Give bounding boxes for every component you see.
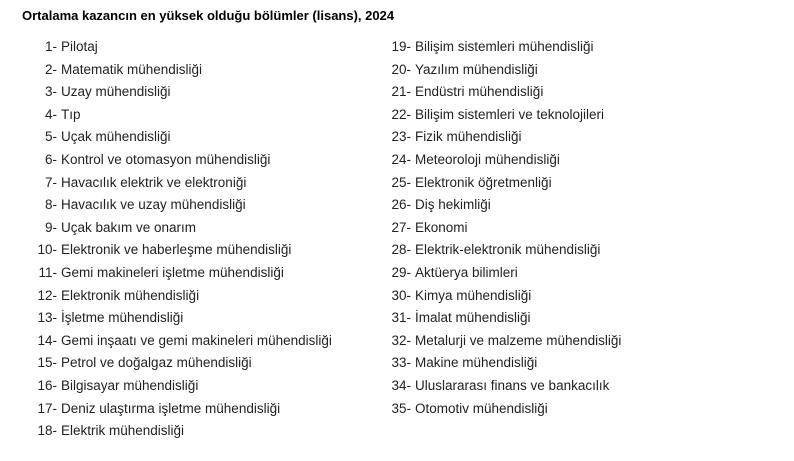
list-item	[384, 285, 621, 308]
list-item-number: 32-	[391, 332, 411, 348]
list-item-label: Gemi inşaatı ve gemi makineleri mühendisliği	[61, 332, 332, 348]
list-item-number: 30-	[391, 287, 411, 303]
list-item-label: Endüstri mühendisliği	[415, 84, 544, 100]
list-item-label: Uluslararası finans ve bankacılık	[415, 377, 610, 393]
list-item-label: Elektrik mühendisliği	[61, 423, 185, 439]
list-item-number: 6-	[44, 151, 57, 167]
list-item-number: 15-	[37, 355, 57, 371]
list-item	[384, 398, 621, 421]
list-item-number: 35-	[391, 400, 411, 416]
list-item	[30, 217, 332, 240]
list-item-label: Meteoroloji mühendisliği	[415, 151, 560, 167]
list-item-number: 33-	[391, 355, 411, 371]
list-item-label: İşletme mühendisliği	[61, 310, 184, 326]
list-item	[384, 172, 621, 195]
list-item-number: 22-	[391, 106, 411, 122]
list-item-number: 8-	[44, 197, 57, 213]
list-item-label: Metalurji ve malzeme mühendisliği	[415, 332, 622, 348]
list-item-label: Makine mühendisliği	[415, 355, 538, 371]
list-item	[384, 239, 621, 262]
list-item-number: 25-	[391, 174, 411, 190]
list-item-number: 10-	[37, 242, 57, 258]
list-item	[384, 36, 621, 59]
list-item-label: Tıp	[61, 106, 81, 122]
list-item-label: Uçak mühendisliği	[61, 129, 171, 145]
list-item	[384, 352, 621, 375]
list-item-label: Bilişim sistemleri ve teknolojileri	[415, 106, 605, 122]
ranked-list-right	[384, 36, 621, 420]
list-item-label: Bilişim sistemleri mühendisliği	[415, 39, 594, 54]
list-item	[384, 81, 621, 104]
list-item-number: 2-	[44, 61, 57, 77]
list-item-number: 12-	[37, 287, 57, 303]
list-item-label: Ekonomi	[415, 219, 468, 235]
list-item-label: Yazılım mühendisliği	[415, 61, 538, 77]
list-item-number: 31-	[391, 310, 411, 326]
list-item-number: 29-	[391, 264, 411, 280]
list-item	[384, 194, 621, 217]
list-item	[384, 149, 621, 172]
list-item-number: 13-	[37, 310, 57, 326]
list-item-number: 21-	[391, 84, 411, 100]
list-item	[30, 194, 332, 217]
list-item	[30, 262, 332, 285]
list-item-number: 34-	[391, 377, 411, 393]
list-item-label: Diş hekimliği	[415, 197, 491, 213]
list-item-label: Pilotaj	[61, 39, 98, 54]
list-item	[384, 262, 621, 285]
list-item-label: Havacılık ve uzay mühendisliği	[61, 197, 246, 213]
list-item	[30, 330, 332, 353]
list-item	[30, 285, 332, 308]
list-item-label: Gemi makineleri işletme mühendisliği	[61, 264, 284, 280]
list-item	[384, 59, 621, 82]
list-item-label: Havacılık elektrik ve elektroniği	[61, 174, 247, 190]
list-item-number: 16-	[37, 377, 57, 393]
list-item-label: Deniz ulaştırma işletme mühendisliği	[61, 400, 281, 416]
page-title: Ortalama kazancın en yüksek olduğu bölümler (lisans), 2024	[22, 8, 395, 23]
list-item-number: 28-	[391, 242, 411, 258]
list-item	[30, 239, 332, 262]
list-item-label: Kimya mühendisliği	[415, 287, 532, 303]
list-item-label: Elektronik ve haberleşme mühendisliği	[61, 242, 292, 258]
list-item-number: 26-	[391, 197, 411, 213]
list-item-label: Elektronik öğretmenliği	[415, 174, 552, 190]
list-item	[30, 59, 332, 82]
list-item	[384, 307, 621, 330]
list-item-label: Kontrol ve otomasyon mühendisliği	[61, 151, 271, 167]
list-item-label: Bilgisayar mühendisliği	[61, 377, 199, 393]
list-item	[384, 375, 621, 398]
list-item	[384, 217, 621, 240]
list-item-number: 4-	[44, 106, 57, 122]
list-item	[30, 81, 332, 104]
list-item-label: Otomotiv mühendisliği	[415, 400, 548, 416]
list-item-number: 5-	[44, 129, 57, 145]
list-item	[30, 172, 332, 195]
list-item	[384, 330, 621, 353]
ranked-list-left	[30, 36, 332, 443]
list-item	[30, 104, 332, 127]
list-item	[384, 104, 621, 127]
list-item-number: 7-	[44, 174, 57, 190]
list-item-label: Uçak bakım ve onarım	[61, 219, 197, 235]
list-item-label: Petrol ve doğalgaz mühendisliği	[61, 355, 252, 371]
list-item-number: 23-	[391, 129, 411, 145]
list-item-label: Elektrik-elektronik mühendisliği	[415, 242, 601, 258]
list-item	[30, 375, 332, 398]
list-item	[30, 126, 332, 149]
list-item-number: 14-	[37, 332, 57, 348]
list-item-number: 3-	[44, 84, 57, 100]
list-item	[384, 126, 621, 149]
list-item-label: Elektronik mühendisliği	[61, 287, 200, 303]
list-item	[30, 307, 332, 330]
list-item-label: Matematik mühendisliği	[61, 61, 203, 77]
list-item	[30, 398, 332, 421]
list-item-label: Fizik mühendisliği	[415, 129, 522, 145]
list-item-number: 27-	[391, 219, 411, 235]
list-item-number: 24-	[391, 151, 411, 167]
list-item-number: 11-	[38, 264, 57, 280]
list-item-number: 9-	[44, 219, 57, 235]
list-item-label: Aktüerya bilimleri	[415, 264, 518, 280]
list-item-label: İmalat mühendisliği	[415, 310, 531, 326]
list-item-number: 17-	[37, 400, 57, 416]
list-item	[30, 352, 332, 375]
list-item	[30, 420, 332, 443]
list-item	[30, 36, 332, 59]
list-item-number: 18-	[37, 423, 57, 439]
list-item-number: 20-	[391, 61, 411, 77]
list-item	[30, 149, 332, 172]
list-item-number: 19-	[391, 39, 411, 54]
list-item-number: 1-	[44, 39, 57, 54]
list-item-label: Uzay mühendisliği	[61, 84, 171, 100]
